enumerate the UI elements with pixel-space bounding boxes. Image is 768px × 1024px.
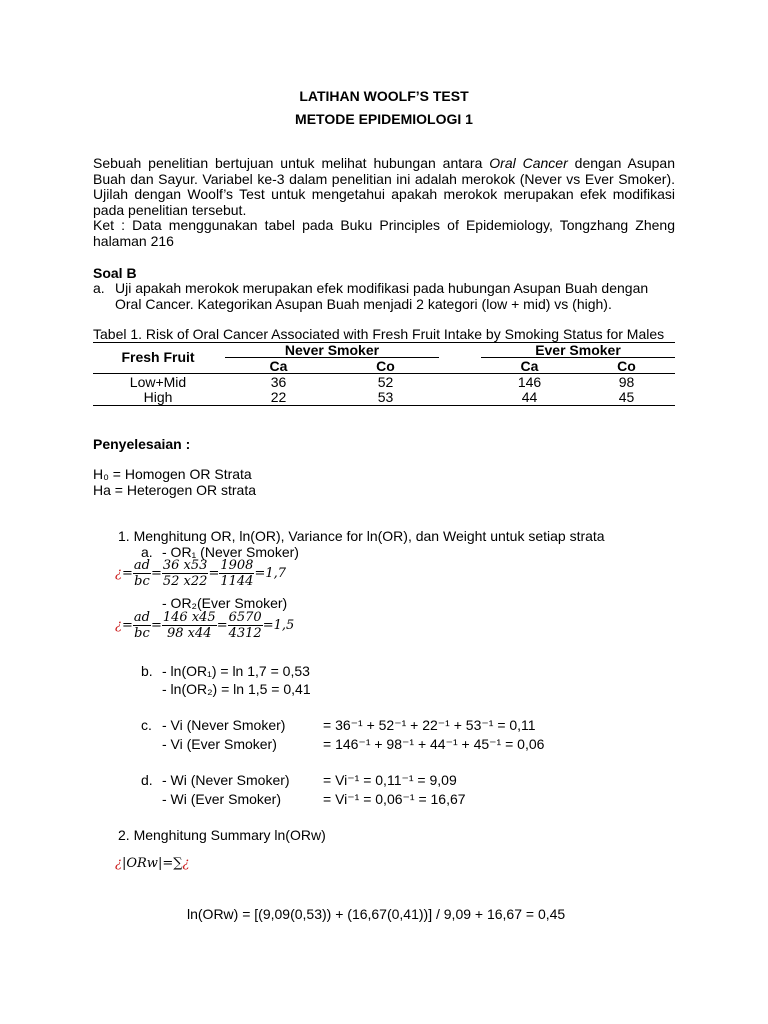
table-cell: 98 xyxy=(618,374,635,390)
table-caption: Tabel 1. Risk of Oral Cancer Associated with Fresh Fruit Intake by Smoking Status for Males xyxy=(93,326,665,342)
table-bottom-rule xyxy=(93,405,675,406)
table-cell: 22 xyxy=(270,389,287,405)
wi-never-value: = Vi⁻¹ = 0,11⁻¹ = 9,09 xyxy=(323,772,457,788)
equation-symbol: ¿ xyxy=(115,618,122,633)
step-b-label: b. xyxy=(141,663,153,679)
table-subheader: Co xyxy=(376,358,395,374)
question-label: a. xyxy=(93,280,105,296)
equation-fraction: $\frac{146 x45}{98 x44}$ xyxy=(162,610,216,641)
final-result: ln(ORw) = [(9,09(0,53)) + (16,67(0,41))] / 9,09 + 16,67 = 0,45 xyxy=(187,906,566,922)
equation-fraction: $\frac{ad}{bc}$ xyxy=(133,610,150,641)
table-row-label: High xyxy=(143,389,173,405)
table-group-never: Never Smoker xyxy=(284,342,380,358)
equation-symbol: ¿ xyxy=(115,566,122,581)
page-title: LATIHAN WOOLF’S TEST xyxy=(299,88,469,104)
step-d-label: d. xyxy=(141,772,153,788)
or1-label: - OR₁ (Never Smoker) xyxy=(162,544,299,560)
formula-symbol: ¿ xyxy=(182,856,190,871)
table-cell: 36 xyxy=(270,374,287,390)
question-heading: Soal B xyxy=(93,265,137,281)
formula-symbol: ¿ xyxy=(115,856,122,871)
wi-ever-label: - Wi (Ever Smoker) xyxy=(162,791,281,807)
vi-ever-label: - Vi (Ever Smoker) xyxy=(162,736,277,752)
question-line-2: Oral Cancer. Kategorikan Asupan Buah menjadi 2 kategori (low + mid) vs (high). xyxy=(115,296,612,312)
ln-or2: - ln(OR₂) = ln 1,5 = 0,41 xyxy=(162,681,311,697)
ln-or1: - ln(OR₁) = ln 1,7 = 0,53 xyxy=(162,663,310,679)
hypothesis-h0: H₀ = Homogen OR Strata xyxy=(93,466,252,482)
formula-body: |ORw|=∑ xyxy=(121,856,183,871)
wi-never-label: - Wi (Never Smoker) xyxy=(162,772,290,788)
step-1-heading: 1. Menghitung OR, ln(OR), Variance for ln(OR), dan Weight untuk setiap strata xyxy=(118,528,605,544)
or2-equation: ¿= $\frac{ad}{bc}$ = $\frac{146 x45}{98 x44}$ = $\frac{6570}{4312}$ =1,5 xyxy=(115,610,295,641)
hypothesis-ha: Ha = Heterogen OR strata xyxy=(93,482,257,498)
table-cell: 45 xyxy=(618,389,635,405)
question-line-1: Uji apakah merokok merupakan efek modifikasi pada hubungan Asupan Buah dengan xyxy=(115,280,649,296)
step-c-label: c. xyxy=(141,717,152,733)
equation-fraction: $\frac{36 x53}{52 x22}$ xyxy=(162,558,208,589)
table-subheader: Ca xyxy=(269,358,288,374)
solution-heading: Penyelesaian : xyxy=(93,436,191,452)
vi-never-label: - Vi (Never Smoker) xyxy=(162,717,286,733)
table-group-ever: Ever Smoker xyxy=(535,342,621,358)
intro-paragraph xyxy=(93,156,675,218)
intro-text-a: Sebuah penelitian bertujuan untuk melihat hubungan antara xyxy=(93,155,490,171)
table-row-label: Low+Mid xyxy=(129,374,187,390)
equation-result: =1,5 xyxy=(262,618,295,633)
table-subheader: Co xyxy=(617,358,636,374)
equation-fraction: $\frac{1908}{1144}$ xyxy=(220,558,254,589)
table-subheader: Ca xyxy=(520,358,539,374)
step-2-heading: 2. Menghitung Summary ln(ORw) xyxy=(118,827,326,843)
or2-label: - OR₂(Ever Smoker) xyxy=(162,595,288,611)
summary-formula xyxy=(115,856,189,871)
table-cell: 44 xyxy=(521,389,538,405)
or1-equation: ¿= $\frac{ad}{bc}$ = $\frac{36 x53}{52 x22}$ = $\frac{1908}{1144}$ =1,7 xyxy=(115,558,287,589)
intro-text-b: dengan Asupan Buah dan Sayur. Variabel ke-3 dalam penelitian ini adalah merokok (Never vs Ever Smoker). Ujilah dengan Woolf’s Test untuk mengetahui apakah merokok merupakan efek modifikasi pada penelitian tersebut. xyxy=(93,155,675,218)
equation-fraction: $\frac{ad}{bc}$ xyxy=(133,558,150,589)
page-subtitle: METODE EPIDEMIOLOGI 1 xyxy=(295,111,473,127)
equation-result: =1,7 xyxy=(254,566,287,581)
vi-ever-value: = 146⁻¹ + 98⁻¹ + 44⁻¹ + 45⁻¹ = 0,06 xyxy=(323,736,545,752)
vi-never-value: = 36⁻¹ + 52⁻¹ + 22⁻¹ + 53⁻¹ = 0,11 xyxy=(323,717,536,733)
table-cell: 52 xyxy=(377,374,394,390)
intro-text-italic: Oral Cancer xyxy=(489,155,568,171)
equation-fraction: $\frac{6570}{4312}$ xyxy=(228,610,262,641)
note-paragraph: Ket : Data menggunakan tabel pada Buku Principles of Epidemiology, Tongzhang Zheng halaman 216 xyxy=(93,217,675,249)
step-a-label: a. xyxy=(141,544,153,560)
table-cell: 146 xyxy=(517,374,542,390)
table-cell: 53 xyxy=(377,389,394,405)
table-row-header: Fresh Fruit xyxy=(121,349,195,365)
wi-ever-value: = Vi⁻¹ = 0,06⁻¹ = 16,67 xyxy=(323,791,466,807)
